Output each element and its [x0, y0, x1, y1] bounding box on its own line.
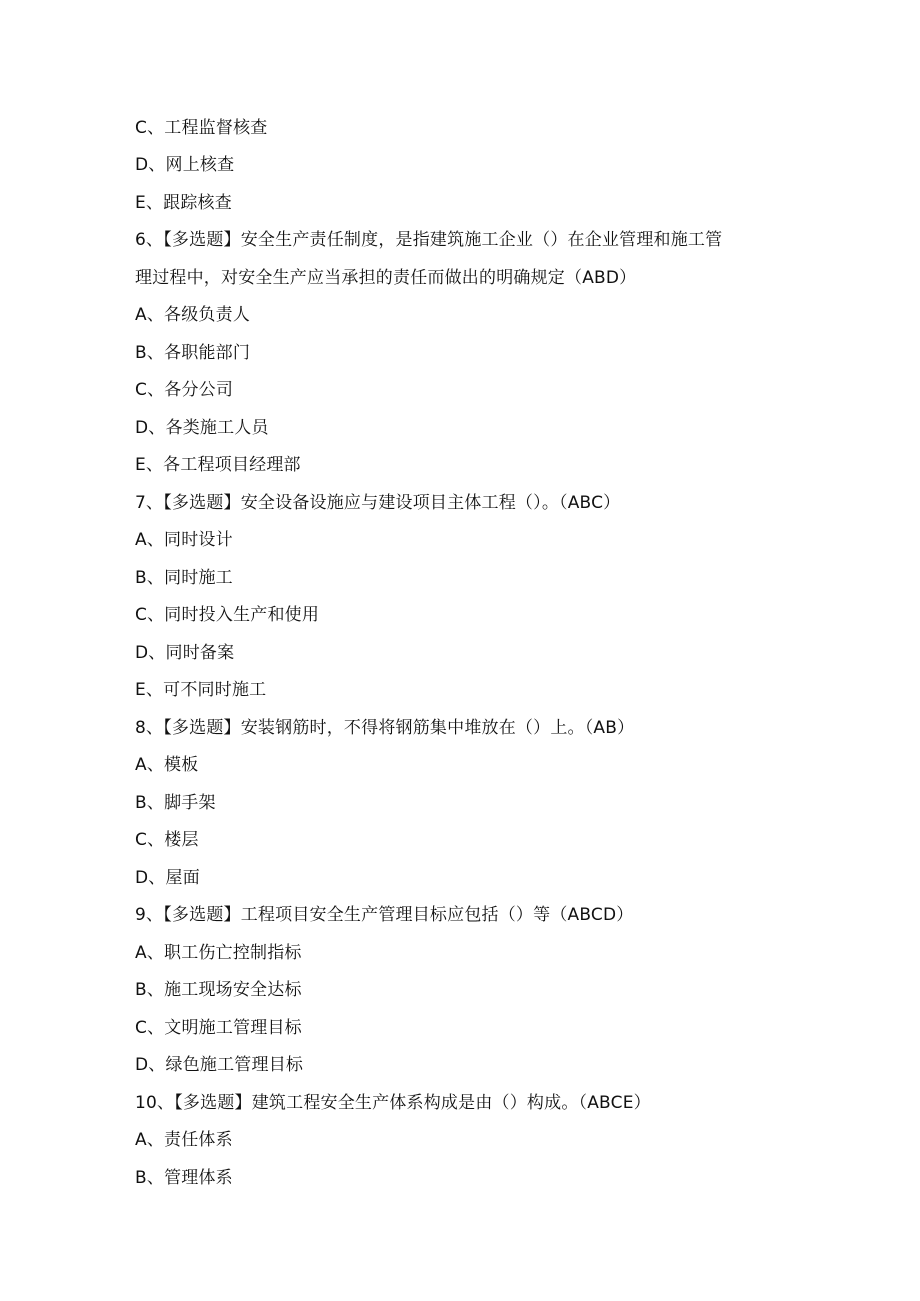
option-a-q6: A、各级负责人 — [135, 305, 251, 325]
option-e-q5: E、跟踪核查 — [135, 193, 232, 213]
option-b-q6: B、各职能部门 — [135, 343, 251, 363]
option-c-q9: C、文明施工管理目标 — [135, 1018, 302, 1038]
option-b-q8: B、脚手架 — [135, 793, 216, 813]
option-e-q7: E、可不同时施工 — [135, 680, 267, 700]
option-c-q8: C、楼层 — [135, 830, 199, 850]
option-a-q9: A、职工伤亡控制指标 — [135, 943, 302, 963]
option-a-q7: A、同时设计 — [135, 530, 233, 550]
option-c-q5: C、工程监督核查 — [135, 118, 268, 138]
option-a-q10: A、责任体系 — [135, 1130, 233, 1150]
question-6-line-1: 6、【多选题】安全生产责任制度，是指建筑施工企业（）在企业管理和施工管 — [135, 230, 723, 250]
option-a-q8: A、模板 — [135, 755, 199, 775]
option-d-q7: D、同时备案 — [135, 643, 235, 663]
option-d-q6: D、各类施工人员 — [135, 418, 269, 438]
question-7: 7、【多选题】安全设备设施应与建设项目主体工程（）。（ABC） — [135, 493, 621, 513]
question-8: 8、【多选题】安装钢筋时，不得将钢筋集中堆放在（）上。（AB） — [135, 718, 635, 738]
option-c-q6: C、各分公司 — [135, 380, 234, 400]
option-c-q7: C、同时投入生产和使用 — [135, 605, 320, 625]
option-b-q9: B、施工现场安全达标 — [135, 980, 302, 1000]
option-b-q10: B、管理体系 — [135, 1168, 233, 1188]
question-9: 9、【多选题】工程项目安全生产管理目标应包括（）等（ABCD） — [135, 905, 634, 925]
option-d-q9: D、绿色施工管理目标 — [135, 1055, 304, 1075]
option-e-q6: E、各工程项目经理部 — [135, 455, 301, 475]
option-d-q8: D、屋面 — [135, 868, 200, 888]
question-6-line-2: 理过程中，对安全生产应当承担的责任而做出的明确规定（ABD） — [135, 268, 637, 288]
option-d-q5: D、网上核查 — [135, 155, 235, 175]
question-10: 10、【多选题】建筑工程安全生产体系构成是由（）构成。（ABCE） — [135, 1093, 651, 1113]
option-b-q7: B、同时施工 — [135, 568, 233, 588]
